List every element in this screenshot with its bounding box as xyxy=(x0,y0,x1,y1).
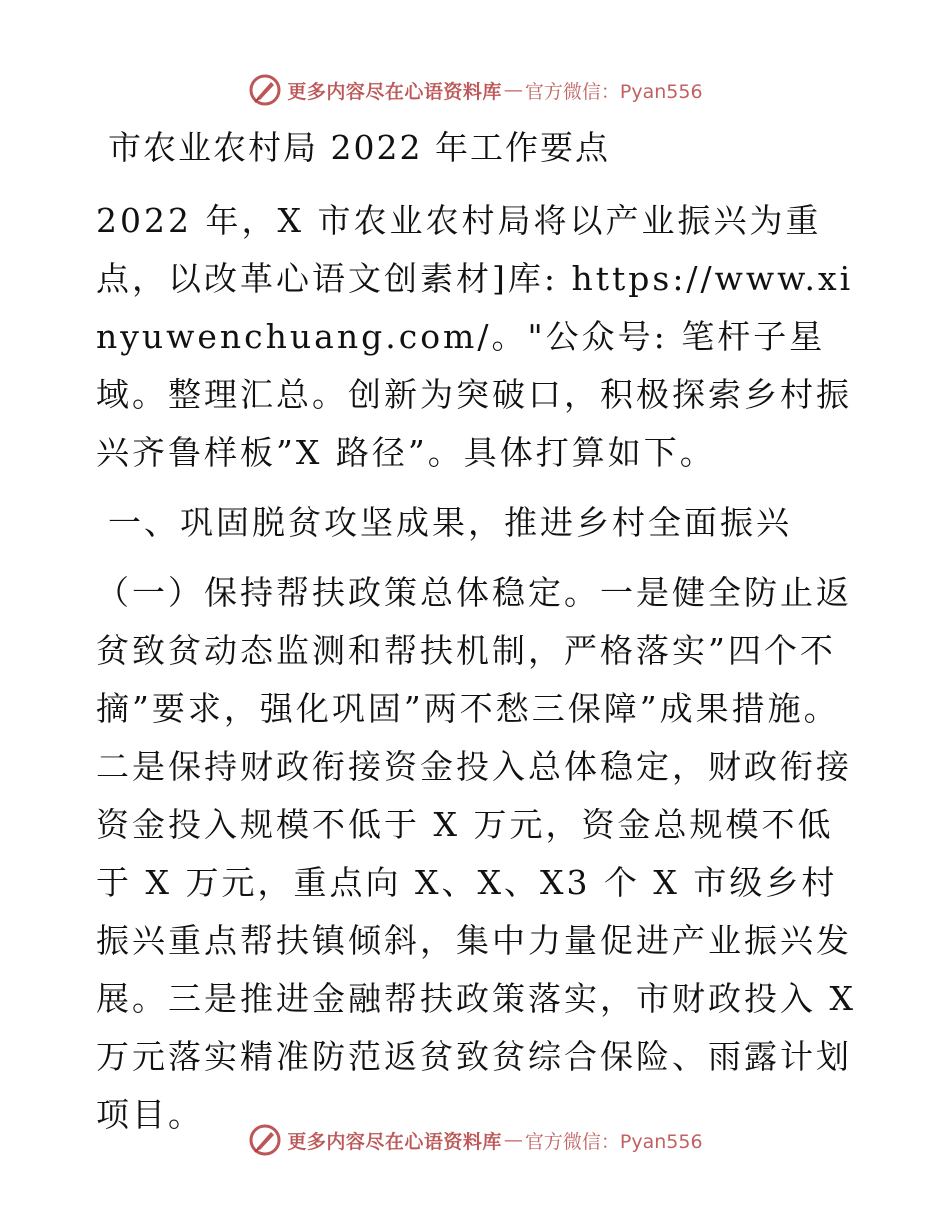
banner-text: 更多内容尽在心语资料库 xyxy=(287,1130,502,1153)
banner-wechat: 官方微信：Pyan556 xyxy=(524,1130,703,1153)
footer-watermark-banner xyxy=(0,1120,950,1160)
banner-separator: — xyxy=(503,79,523,101)
header-watermark-banner xyxy=(0,70,950,110)
section-heading: 一、巩固脱贫攻坚成果，推进乡村全面振兴 xyxy=(108,503,792,542)
banner-wechat: 官方微信：Pyan556 xyxy=(524,80,703,103)
paragraph-section-1: （一）保持帮扶政策总体稳定。一是健全防止返贫致贫动态监测和帮扶机制，严格落实”四个不摘”要求，强化巩固”两不愁三保障”成果措施。二是保持财政衔接资金投入总体稳定，财政衔接资金投入规模不低于 X 万元，资金总规模不低于 X 万元，重点向 X、X、X3 个 X 市级乡村振兴重点帮扶镇倾斜，集中力量促进产业振兴发展。三是推进金融帮扶政策落实，市财政投入 X 万元落实精准防范返贫致贫综合保险、雨露计划项目。 xyxy=(96,573,856,1134)
document-body xyxy=(96,118,856,1156)
banner-text: 更多内容尽在心语资料库 xyxy=(287,80,502,103)
paragraph-intro: 2022 年，X 市农业农村局将以产业振兴为重点，以改革心语文创素材]库: https://www.xinyuwenchuang.com/。"公众号: 笔杆子星域。整理汇总。创新为突破口，积极探索乡村振兴齐鲁样板”X 路径”。具体打算如下。 xyxy=(96,201,854,472)
banner-separator: — xyxy=(503,1129,523,1151)
document-title: 市农业农村局 2022 年工作要点 xyxy=(108,128,610,167)
quill-logo-icon xyxy=(247,1122,283,1158)
quill-logo-icon xyxy=(247,72,283,108)
